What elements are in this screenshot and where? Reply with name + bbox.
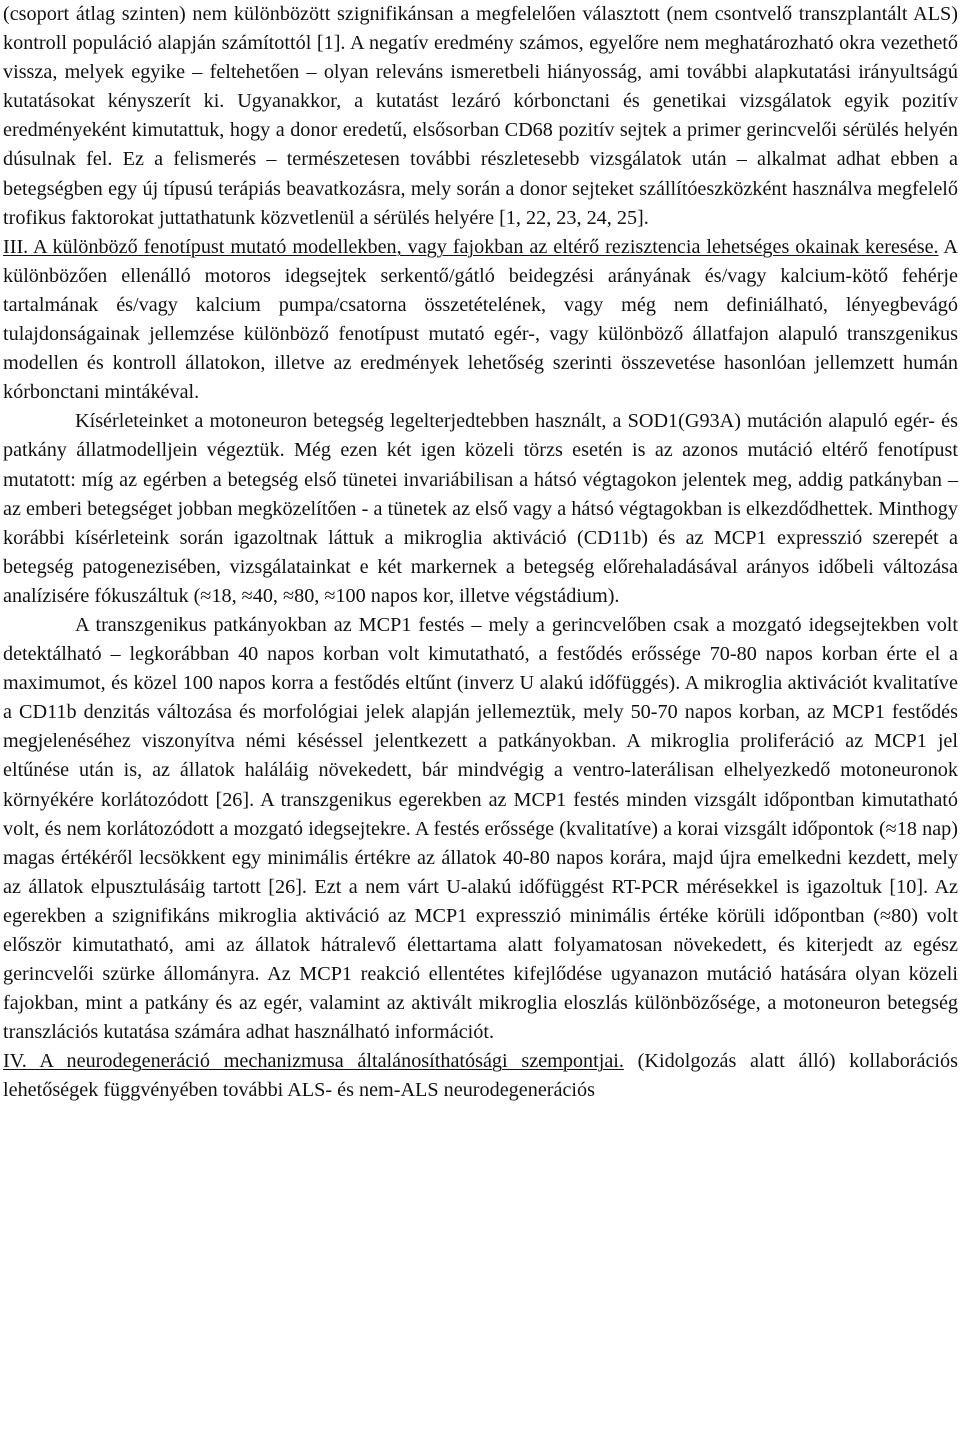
paragraph-3-text: Kísérleteinket a motoneuron betegség legelterjedtebben használt, a SOD1(G93A) mutáción alapuló egér- és patkány állatmodelljein végeztük. Még ezen két igen közeli törzs esetén is az azonos mutáció eltérő fenotípust mutatott: míg az egérben a betegség első tünetei invariábilisan a hátsó végtagokon jelentek meg, addig patkányban – az emberi betegséget jobban megközelítően - a tünetek az első vagy a hátsó végtagokban is elkezdődhettek. Minthogy korábbi kísérleteink során igazoltnak láttuk a mikroglia aktiváció (CD11b) és az MCP1 expresszió szerepét a betegség patogenezisében, vizsgálatainkat e két markernek a betegség előrehaladásával arányos időbeli változása analízisére fókuszáltuk (≈18, ≈40, ≈80, ≈100 napos kor, illetve végstádium). bbox=[3, 410, 958, 607]
section-4-text: (Kidolgozás alatt álló) kollaborációs lehetőségek függvényében további ALS- és nem-ALS neurodegenerációs bbox=[3, 1050, 958, 1102]
paragraph-4-text: A transzgenikus patkányokban az MCP1 festés – mely a gerincvelőben csak a mozgató idegsejtekben volt detektálható – legkorábban 40 napos korban volt kimutatható, a festődés erőssége 70-80 napos korban érte el a maximumot, és közel 100 napos korra a festődés eltűnt (inverz U alakú időfüggés). A mikroglia aktivációt kvalitatíve a CD11b denzitás változása és morfológiai jelek alapján jellemeztük, mely 50-70 napos korban, az MCP1 festődés megjelenéséhez viszonyítva némi késéssel jelentkezett a patkányokban. A mikroglia proliferáció az MCP1 jel eltűnése után is, az állatok haláláig növekedett, bár mindvégig a ventro-laterálisan elhelyezkedő motoneuronok környékére korlátozódott [26]. A transzgenikus egerekben az MCP1 festés minden vizsgált időpontban kimutatható volt, és nem korlátozódott a mozgató idegsejtekre. A festés erőssége (kvalitatíve) a korai vizsgált időpontok (≈18 nap) magas értékéről lecsökkent egy minimális értékre az állatok 40-80 napos korára, majd újra emelkedni kezdett, mely az állatok elpusztulásáig tartott [26]. Ezt a nem várt U-alakú időfüggést RT-PCR mérésekkel is igazoltuk [10]. Az egerekben a szignifikáns mikroglia aktiváció az MCP1 expresszió minimális értéke körüli időpontban (≈80) volt először kimutatható, ami az állatok hátralevő élettartama alatt folyamatosan növekedett, és kiterjedt az egész gerincvelői szürke állományra. Az MCP1 reakció ellentétes kifejlődése ugyanazon mutáció hatására olyan közeli fajokban, mint a patkány és az egér, valamint az aktivált mikroglia eloszlás különbözősége, a motoneuron betegség transzlációs kutatása számára adhat használható információt. bbox=[3, 613, 958, 1044]
paragraph-section-3 bbox=[3, 233, 958, 408]
paragraph-3 bbox=[3, 407, 958, 611]
section-3-heading: III. A különböző fenotípust mutató modellekben, vagy fajokban az eltérő rezisztencia lehetséges okainak keresése. bbox=[3, 235, 939, 258]
paragraph-1 bbox=[3, 0, 958, 233]
section-4-heading: IV. A neurodegeneráció mechanizmusa általánosíthatósági szempontjai. bbox=[3, 1050, 624, 1073]
paragraph-4 bbox=[3, 611, 958, 1047]
section-3-text: A különbözően ellenálló motoros idegsejtek serkentő/gátló beidegzési arányának és/vagy kalcium-kötő fehérje tartalmának és/vagy kalcium pumpa/csatorna összetételének, vagy még nem definiálható, lényegbevágó tulajdonságainak jellemzése különböző fenotípust mutató egér-, vagy különböző állatfajon alapuló transzgenikus modellen és kontroll állatokon, illetve az eredmények lehetőség szerinti összevetése hasonlóan jellemzett humán kórbonctani mintákéval. bbox=[3, 235, 958, 404]
paragraph-1-text: (csoport átlag szinten) nem különbözött szignifikánsan a megfelelően választott (nem csontvelő transzplantált ALS) kontroll populáció alapján számítottól [1]. A negatív eredmény számos, egyelőre nem meghatározható okra vezethető vissza, melyek egyike – feltehetően – olyan releváns ismeretbeli hiányosság, ami további alapkutatási irányultságú kutatásokat kényszerít ki. Ugyanakkor, a kutatást lezáró kórbonctani és genetikai vizsgálatok egyik pozitív eredményeként kimutattuk, hogy a donor eredetű, elsősorban CD68 pozitív sejtek a primer gerincvelői sérülés helyén dúsulnak fel. Ez a felismerés – természetesen további részletesebb vizsgálatok után – alkalmat adhat ebben a betegségben egy új típusú terápiás beavatkozásra, mely során a donor sejteket szállítóeszközként használva megfelelő trofikus faktorokat juttathatunk közvetlenül a sérülés helyére [1, 22, 23, 24, 25]. bbox=[3, 3, 958, 229]
paragraph-section-4 bbox=[3, 1047, 958, 1105]
